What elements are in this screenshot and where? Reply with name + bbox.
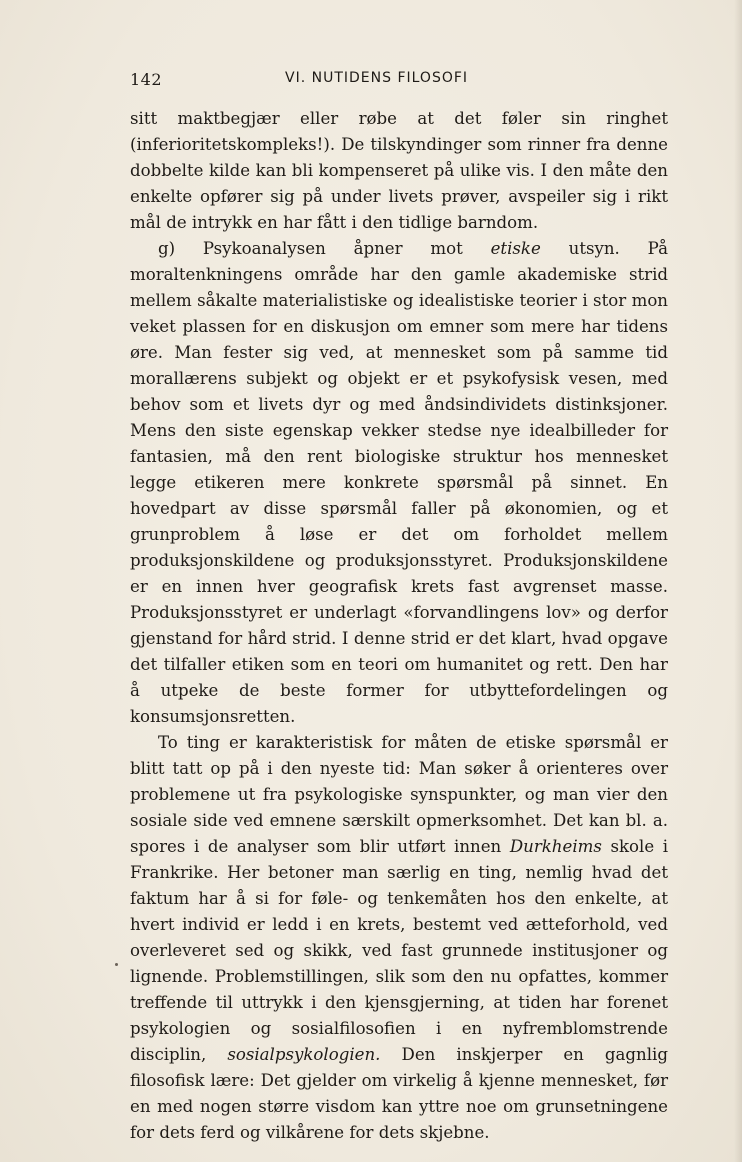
print-speck [115, 963, 118, 966]
paragraph-text: Den inskjerper en gagnlig filosofisk lære: Det gjelder om virkelig å kjenne mennesket, før en med nogen større visdom kan yttre noe om grunsetningene for dets ferd og vilkårene for dets skjebne. [130, 1045, 668, 1142]
paragraph-text: utsyn. På moraltenkningens område har den gamle akademiske strid mellem såkalte materialistiske og idealistiske teorier i stor mon veket plassen for en diskusjon om emner som mere har tidens øre. Man fester sig ved, at mennesket som på samme tid morallærens subjekt og objekt er et psykofysisk vesen, med behov som et livets dyr og med åndsindividets distinksjoner. Mens den siste egenskap vekker stedse nye idealbilleder for fantasien, må den rent biologiske struktur hos mennesket legge etikeren mere konkrete spørsmål på sinnet. En hovedpart av disse spørsmål faller på økonomien, og et grunproblem å løse er det om forholdet mellem produksjonskildene og produksjonsstyret. Produksjonskildene er en innen hver geografisk krets fast avgrenset masse. Produksjonsstyret er underlagt «forvandlingens lov» og derfor gjenstand for hård strid. I denne strid er det klart, hvad opgave det tilfaller etiken som en teori om humanitet og rett. Den har å utpeke de beste former for utbyttefordelingen og konsumsjonsretten. [130, 239, 668, 726]
paragraph-text: sitt maktbegjær eller røbe at det føler sin ringhet (inferioritetskompleks!). De tilskyndinger som rinner fra denne dobbelte kilde kan bli kompenseret på ulike vis. I den måte den enkelte opfører sig på under livets prøver, avspeiler sig i rikt mål de intrykk en har fått i den tidlige barndom. [130, 109, 668, 232]
page-edge-shadow [734, 0, 742, 1162]
emphasis-durkheims: Durkheims [509, 837, 602, 856]
paragraph-text: g) Psykoanalysen åpner mot [158, 239, 491, 258]
paragraph-continuation [130, 106, 668, 236]
paragraph-two-things [130, 730, 668, 1146]
body-text [130, 106, 668, 1146]
page-number: 142 [130, 70, 163, 89]
paragraph-text: skole i Frankrike. Her betoner man særlig en ting, nemlig hvad det faktum har å si for føle- og tenkemåten hos den enkelte, at hvert individ er ledd i en krets, bestemt ved ætteforhold, ved overleveret sed og skikk, ved fast grunnede institusjoner og lignende. Problemstillingen, slik som den nu opfattes, kommer treffende til uttrykk i den kjensgjerning, at tiden har forenet psykologien og sosialfilosofien i en nyfremblomstrende disciplin, [130, 837, 669, 1064]
emphasis-sosialpsykologien: sosialpsykologien. [227, 1045, 381, 1064]
emphasis-etiske: etiske [490, 239, 541, 258]
paragraph-text: To ting er karakteristisk for måten de etiske spørsmål er blitt tatt op på i den nyeste tid: Man søker å orienteres over problemene ut fra psykologiske synspunkter, og man vier den sosiale side ved emnene særskilt opmerksomhet. Det kan bl. a. spores i de analyser som blir utført innen [130, 733, 668, 856]
paragraph-section-g [130, 236, 668, 730]
running-head [130, 70, 668, 94]
chapter-title: VI. NUTIDENS FILOSOFI [285, 70, 469, 86]
